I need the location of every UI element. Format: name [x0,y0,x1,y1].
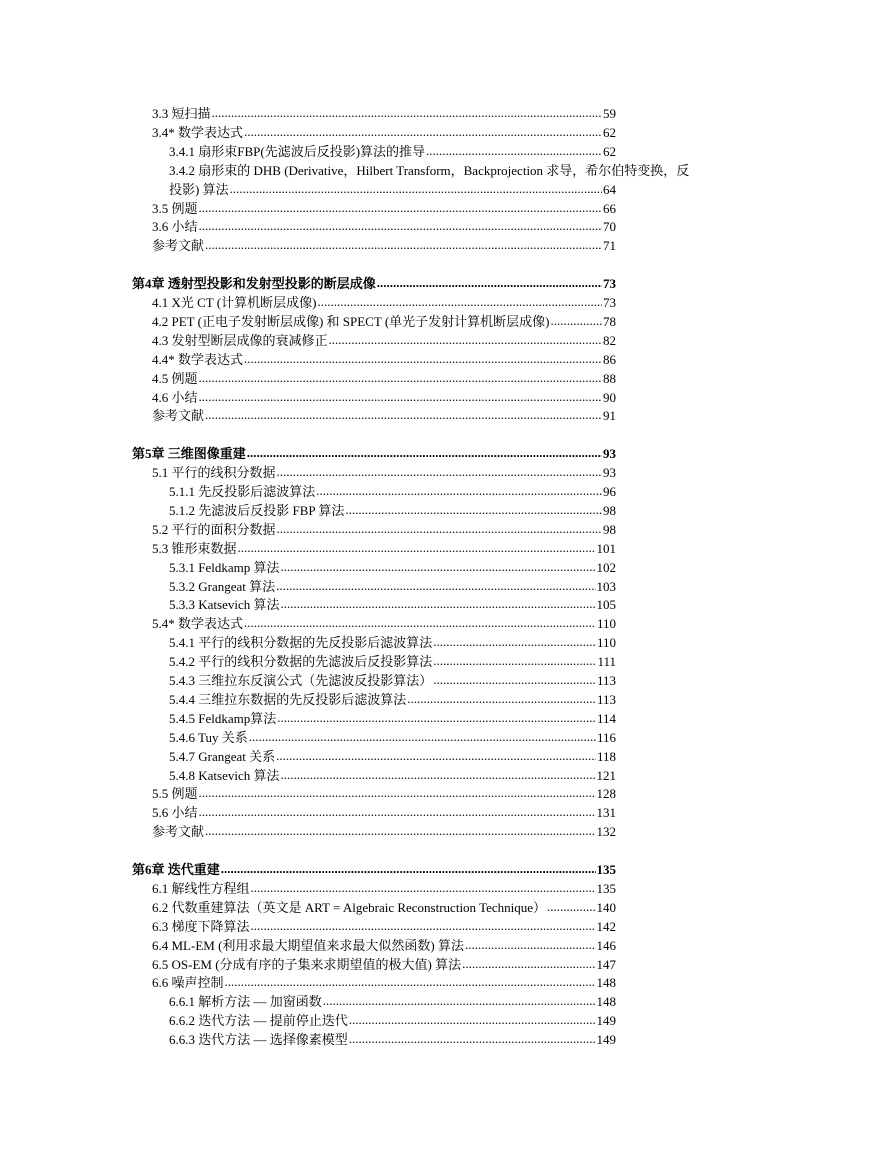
dot-leader [317,292,602,311]
dot-leader [316,481,602,500]
toc-entry-title: 4.3 发射型断层成像的衰减修正 [152,332,328,348]
toc-entry[interactable] [169,690,616,709]
toc-entry-title: 5.4* 数学表达式 [152,616,244,632]
toc-entry-title: 5.5 例题 [152,786,198,802]
toc-entry-title: 5.4.4 三维拉东数据的先反投影后滤波算法 [169,691,407,707]
toc-entry-title: 5.1 平行的线积分数据 [152,465,276,481]
toc-entry[interactable] [152,312,616,331]
toc-page-number: 149 [596,1032,616,1048]
dot-leader [205,235,602,254]
toc-page-number: 59 [603,106,616,121]
toc-entry[interactable] [169,501,616,520]
toc-entry[interactable] [152,879,616,898]
dot-leader [225,972,596,991]
toc-page-number: 62 [603,143,616,159]
toc-page-number: 91 [603,408,616,424]
toc-chapter[interactable] [132,860,616,879]
toc-entry[interactable] [152,898,616,917]
toc-entry-title: 4.5 例题 [152,370,198,386]
toc-entry-title: 5.3.2 Grangeat 算法 [169,578,276,594]
toc-entry-title: 6.4 ML-EM (利用求最大期望值来求最大似然函数) 算法 [152,937,464,953]
dot-leader [277,708,596,727]
toc-entry-title: 6.1 解线性方程组 [152,880,250,896]
toc-entry-title: 4.6 小结 [152,389,198,405]
toc-entry[interactable] [152,236,616,255]
toc-entry[interactable] [169,992,616,1011]
toc-page-number: 66 [603,200,616,216]
toc-entry[interactable] [152,917,616,936]
toc-entry-title: 6.6.2 迭代方法 — 提前停止迭代 [169,1013,348,1029]
toc-entry[interactable] [169,577,616,596]
dot-leader [281,557,596,576]
toc-entry[interactable] [169,180,616,199]
toc-entry[interactable] [152,369,616,388]
dot-leader [251,916,596,935]
toc-page-number: 148 [596,975,616,991]
toc-entry[interactable] [152,973,616,992]
dot-leader [329,330,602,349]
toc-entry-title: 6.5 OS-EM (分成有序的子集来求期望值的极大值) 算法 [152,956,462,972]
dot-leader [251,878,596,897]
dot-leader [280,594,595,613]
toc-entry[interactable] [169,595,616,614]
toc-entry[interactable] [169,482,616,501]
toc-entry[interactable] [152,822,616,841]
toc-entry-title: 第4章 透射型投影和发射型投影的断层成像 [132,276,376,292]
toc-entry-title: 6.2 代数重建算法（英文是 ART = Algebraic Reconstruction Technique） [152,899,547,915]
toc-page-number: 64 [603,181,616,197]
toc-page-number: 121 [596,767,616,783]
dot-leader [199,783,596,802]
toc-entry[interactable] [169,671,616,690]
toc-page-number: 149 [596,1013,616,1029]
toc-page-number: 114 [596,710,616,726]
toc-entry-title: 5.4.5 Feldkamp算法 [169,710,277,726]
toc-entry[interactable] [152,936,616,955]
dot-leader [199,198,602,217]
toc-page-number: 110 [596,616,616,632]
dot-leader [433,632,596,651]
toc-chapter[interactable] [132,444,616,463]
toc-page-number: 110 [596,635,616,651]
toc-page-number: 113 [596,691,616,707]
toc-page-number: 101 [596,540,616,556]
toc-entry[interactable] [152,463,616,482]
toc-entry-title: 5.4.6 Tuy 关系 [169,729,248,745]
toc-page-number: 140 [596,899,616,915]
toc-entry-title: 6.6 噪声控制 [152,975,224,991]
toc-page-number: 146 [596,937,616,953]
toc-page-number: 135 [596,880,616,896]
toc-entry[interactable] [169,142,616,161]
dot-leader [407,689,596,708]
dot-leader [345,500,602,519]
toc-page-number: 118 [596,748,616,764]
toc-entry[interactable] [169,633,616,652]
toc-entry[interactable] [152,104,616,123]
dot-leader [205,405,602,424]
dot-leader [462,954,595,973]
toc-entry-title: 5.3.3 Katsevich 算法 [169,597,280,613]
toc-page-number: 113 [596,673,616,688]
toc-page-number: 70 [603,219,616,235]
dot-leader [377,273,602,292]
toc-page-number: 147 [596,956,616,972]
toc-entry-title: 5.4.8 Katsevich 算法 [169,767,280,783]
toc-page-number: 82 [603,332,616,348]
toc-entry-title: 参考文献 [152,238,205,254]
dot-leader [550,311,602,330]
toc-entry[interactable] [152,614,616,633]
dot-leader [199,387,602,406]
toc-entry[interactable] [169,728,616,747]
toc-entry-title: 投影) 算法 [169,181,229,197]
toc-entry-title: 5.3 锥形束数据 [152,540,237,556]
toc-entry-title: 4.1 X光 CT (计算机断层成像) [152,295,317,310]
toc-page-number: 90 [603,389,616,405]
toc-page-number: 88 [603,370,616,386]
dot-leader [465,935,596,954]
toc-entry-title: 5.2 平行的面积分数据 [152,521,276,537]
toc-entry-title: 参考文献 [152,408,205,424]
toc-page-number: 111 [597,654,616,670]
toc-entry-title: 6.3 梯度下降算法 [152,918,250,934]
toc-entry[interactable] [152,955,616,974]
dot-leader [199,216,602,235]
toc-entry-title: 3.3 短扫描 [152,106,211,121]
dot-leader [426,141,602,160]
toc-entry[interactable] [169,1011,616,1030]
dot-leader [280,765,595,784]
dot-leader [238,538,596,557]
toc-entry[interactable] [152,123,616,142]
toc-entry-title: 5.4.1 平行的线积分数据的先反投影后滤波算法 [169,635,433,651]
toc-page-number: 98 [603,502,616,518]
toc-page-number: 78 [603,313,616,329]
toc-entry-title: 3.5 例题 [152,200,198,216]
toc-entry-title: 3.6 小结 [152,219,198,235]
toc-entry-title: 第5章 三维图像重建 [132,446,246,462]
dot-leader [349,1029,596,1048]
toc-entry[interactable] [169,652,616,671]
toc-entry[interactable] [152,331,616,350]
toc-page-number: 128 [596,786,616,802]
toc-page-number: 135 [596,862,616,877]
dot-leader [249,727,596,746]
toc-entry[interactable] [152,406,616,425]
toc-entry[interactable] [169,558,616,577]
dot-leader [547,897,595,916]
dot-leader [323,991,596,1010]
dot-leader [349,1010,596,1029]
toc-page-number: 71 [603,238,616,254]
toc-entry-title: 5.4.3 三维拉东反演公式（先滤波反投影算法） [169,673,433,688]
dot-leader [244,122,602,141]
toc-entry[interactable] [152,803,616,822]
toc-entry-title: 5.1.2 先滤波后反投影 FBP 算法 [169,502,345,518]
toc-entry[interactable] [169,766,616,785]
dot-leader [277,519,602,538]
dot-leader [433,670,596,689]
toc-entry[interactable] [152,350,616,369]
toc-entry[interactable] [152,217,616,236]
toc-page-number: 131 [596,805,616,821]
toc-entry-title: 3.4* 数学表达式 [152,124,244,140]
toc-entry[interactable] [152,520,616,539]
dot-leader [199,802,596,821]
toc-entry-title: 6.6.3 迭代方法 — 选择像素模型 [169,1032,348,1048]
toc-entry-line1: 3.4.2 扇形束的 DHB (Derivative，Hilbert Transform，Backprojection 求导，希尔伯特变换，反 [169,162,690,178]
toc-page-number: 103 [596,578,616,594]
dot-leader [205,821,595,840]
toc-entry[interactable] [169,747,616,766]
toc-page-number: 142 [596,918,616,934]
dot-leader [221,859,596,878]
toc-page-number: 73 [603,295,616,310]
dot-leader [244,613,596,632]
toc-page-number: 62 [603,124,616,140]
toc-entry-title: 5.3.1 Feldkamp 算法 [169,559,280,575]
dot-leader [212,103,602,122]
toc-entry-title: 5.1.1 先反投影后滤波算法 [169,484,316,499]
toc-entry[interactable] [152,539,616,558]
toc-entry-title: 6.6.1 解析方法 — 加窗函数 [169,994,322,1010]
toc-page-number: 73 [603,276,616,292]
toc-entry-title: 5.6 小结 [152,805,198,821]
toc-entry[interactable] [152,199,616,218]
toc-entry-title: 第6章 迭代重建 [132,862,220,877]
toc-entry[interactable] [152,784,616,803]
toc-page-number: 93 [603,446,616,462]
dot-leader [276,576,595,595]
dot-leader [230,179,602,198]
toc-page-number: 96 [603,484,616,499]
toc-entry[interactable] [169,1030,616,1049]
toc-page-number: 116 [596,729,616,745]
toc-entry[interactable] [169,709,616,728]
dot-leader [277,462,602,481]
toc-entry-title: 4.4* 数学表达式 [152,351,244,367]
dot-leader [433,651,596,670]
dot-leader [199,368,602,387]
dot-leader [276,746,596,765]
toc-entry[interactable] [152,388,616,407]
toc-entry-title: 参考文献 [152,824,205,840]
toc-page-number: 102 [596,559,616,575]
toc-entry[interactable] [152,293,616,312]
toc-page-number: 132 [596,824,616,840]
dot-leader [247,443,602,462]
toc-page-number: 105 [596,597,616,613]
toc-entry-title: 5.4.2 平行的线积分数据的先滤波后反投影算法 [169,654,433,670]
dot-leader [244,349,602,368]
toc-entry-title: 4.2 PET (正电子发射断层成像) 和 SPECT (单光子发射计算机断层成像) [152,313,550,329]
toc-chapter[interactable] [132,274,616,293]
toc-page-number: 93 [603,465,616,481]
toc-entry-title: 3.4.1 扇形束FBP(先滤波后反投影)算法的推导 [169,143,426,159]
toc-page-number: 86 [603,351,616,367]
toc-page-number: 98 [603,521,616,537]
toc-page-number: 148 [596,994,616,1010]
toc-entry-title: 5.4.7 Grangeat 关系 [169,748,276,764]
